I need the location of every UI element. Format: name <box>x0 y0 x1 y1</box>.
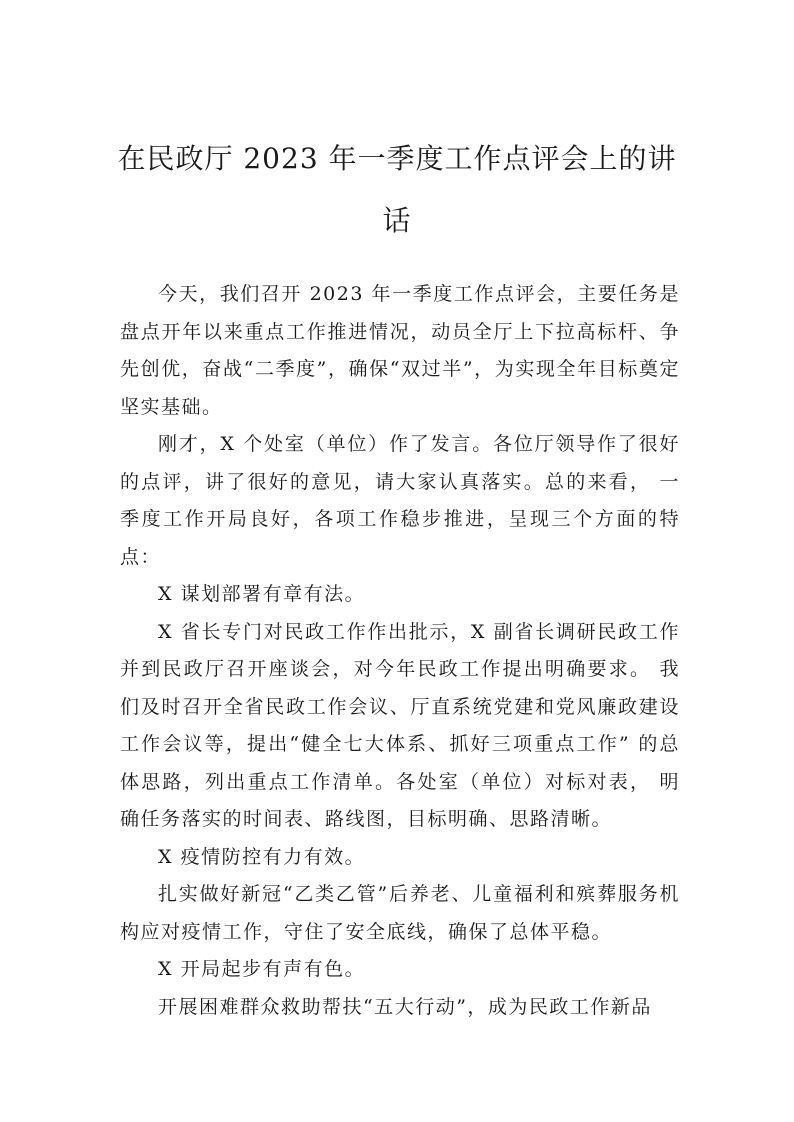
heading-start: X 开局起步有声有色。 <box>158 958 366 980</box>
paragraph-planning: X 省长专门对民政工作作出批示，X 副省长调研民政工作并到民政厅召开座谈会，对今年民政工作提出明确要求。 我们及时召开全省民政工作会议、厅直系统党建和党风廉政建设工作会议等，提出“健全七大体系、抓好三项重点工作” 的总体思路，列出重点工作清单。各处室（单位）对标对表， 明确任务落实的时间表、路线图，目标明确、思路清晰。 <box>120 620 680 830</box>
paragraph-epidemic: 扎实做好新冠“乙类乙管”后养老、儿童福利和殡葬服务机构应对疫情工作，守住了安全底线，确保了总体平稳。 <box>120 883 680 943</box>
paragraph-summary: 刚才，X 个处室（单位）作了发言。各位厅领导作了很好的点评，讲了很好的意见，请大家认真落实。总的来看， 一季度工作开局良好，各项工作稳步推进，呈现三个方面的特点： <box>120 433 680 568</box>
paragraph-opening: 今天，我们召开 2023 年一季度工作点评会，主要任务是盘点开年以来重点工作推进情况，动员全厅上下拉高标杆、争先创优，奋战“二季度”，确保“双过半”，为实现全年目标奠定坚实基础。 <box>120 283 680 418</box>
title-line-2: 话 <box>382 204 412 237</box>
paragraph-start: 开展困难群众救助帮扶“五大行动”，成为民政工作新品 <box>158 995 652 1018</box>
heading-planning: X 谋划部署有章有法。 <box>158 583 366 605</box>
document-title <box>100 128 694 252</box>
document-body <box>120 276 680 1026</box>
heading-epidemic: X 疫情防控有力有效。 <box>158 845 366 868</box>
title-line-1: 在民政厅 2023 年一季度工作点评会上的讲 <box>117 142 677 175</box>
